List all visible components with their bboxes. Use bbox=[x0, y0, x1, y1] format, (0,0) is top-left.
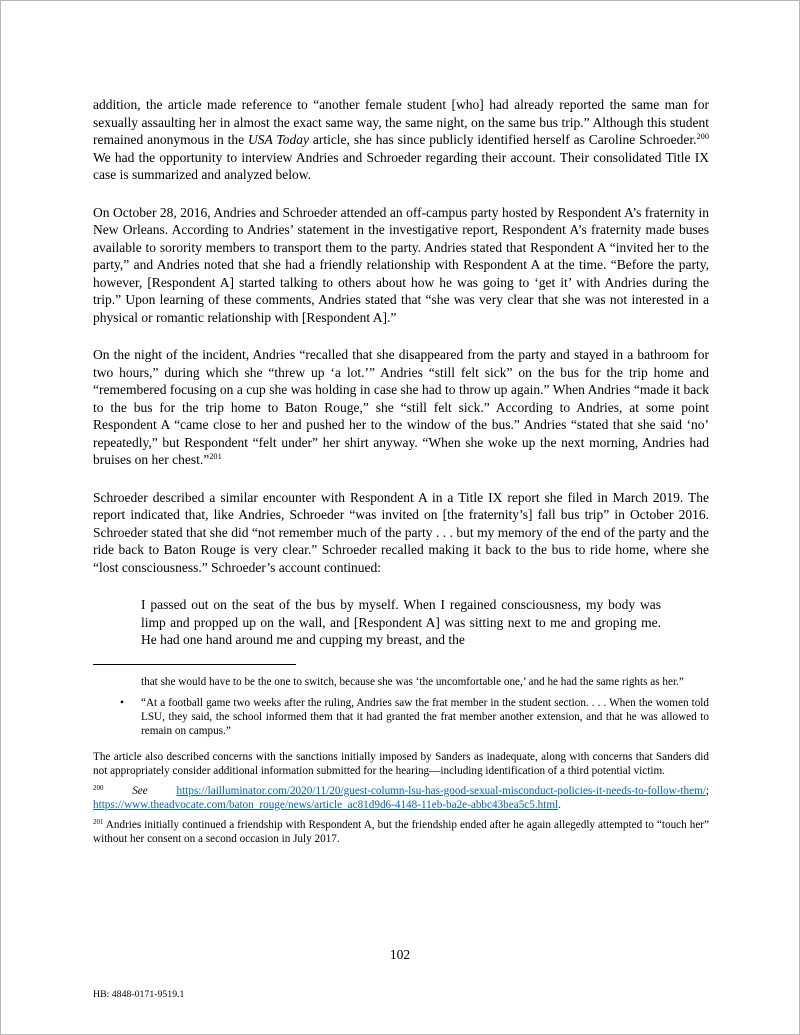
block-quote: I passed out on the seat of the bus by myself. When I regained consciousness, my body was limp and propped up on the wall, and [Respondent A] was sitting next to me and groping me. He had one hand around me and cupping my breast, and the bbox=[141, 597, 661, 647]
page-content bbox=[93, 96, 709, 852]
footnote-separator-line bbox=[93, 664, 296, 665]
footnote-link-theadvocate[interactable]: https://www.theadvocate.com/baton_rouge/news/article_ac81d9d6-4148-11eb-ba2e-abbc43bea5c5.html bbox=[93, 798, 559, 811]
footnote-200 bbox=[93, 784, 709, 812]
bullet-text: “At a football game two weeks after the ruling, Andries saw the frat member in the student section. . . . When the women told LSU, they said, the school informed them that it had granted the frat member another extension, and that he was allowed to remain on campus.” bbox=[141, 696, 709, 737]
footnote-reference-201: 201 bbox=[209, 452, 222, 462]
text-run: ; bbox=[705, 784, 709, 797]
text-run: On the night of the incident, Andries “recalled that she disappeared from the party and stayed in a bathroom for two hours,” during which she “threw up ‘a lot.’” Andries “still felt sick” on the bus for the trip home and “remembered focusing on a cup she was holding in case she had to throw up again.” When Andries “made it back to the bus for the trip home to Baton Rouge,” she “still felt sick.” According to Andries, at some point Respondent A “came close to her and pushed her to the window of the bus.” Andries “stated that she said ‘no’ repeatedly,” but Respondent “felt under” her shirt anyway. “When she woke up the next morning, Andries had bruises on her chest.” bbox=[93, 347, 709, 467]
footnote-continuation: that she would have to be the one to switch, because she was ‘the uncomfortable one,’ and he had the same rights as her.” bbox=[141, 675, 684, 688]
page-number: 102 bbox=[389, 947, 411, 962]
body-paragraph-2: On October 28, 2016, Andries and Schroeder attended an off-campus party hosted by Respondent A’s fraternity in New Orleans. According to Andries’ statement in the investigative report, Respondent A’s fraternity made buses available to sorority members to transport them to the party. Andries stated that Respondent A “invited her to the party,” and Andries noted that she had a friendly relationship with Respondent A at the time. “Before the party, however, [Respondent A] started talking to others about how he was going to ‘get it’ with Andries during the trip.” Upon learning of these comments, Andries stated that “she was very clear that she was not interested in a physical or romantic relationship with [Respondent A].” bbox=[93, 204, 709, 325]
text-run: article, she has since publicly identified herself as Caroline Schroeder. bbox=[308, 132, 697, 147]
footnote-bullet-item bbox=[93, 696, 709, 738]
footnote-article-note: The article also described concerns with the sanctions initially imposed by Sanders as inadequate, along with concerns that Sanders did not appropriately consider additional information submitted for the hearing—including identification of a third potential victim. bbox=[93, 750, 709, 777]
footnote-201 bbox=[93, 818, 709, 846]
footnote-201-number: 201 bbox=[93, 817, 104, 826]
body-paragraph-1 bbox=[93, 96, 709, 184]
italic-usa-today-title: USA Today bbox=[248, 132, 309, 147]
footnote-link-lailluminator[interactable]: https://lailluminator.com/2020/11/20/guest-column-lsu-has-good-sexual-misconduct-policies-it-needs-to-follow-them/ bbox=[176, 784, 706, 797]
text-run: addition, the article made reference to “another female student [who] had already reported the same man for sexually assaulting her in almost the exact same way, the same night, on the same bus trip.” Although this student remained anonymous in the bbox=[93, 97, 709, 147]
body-paragraph-4: Schroeder described a similar encounter with Respondent A in a Title IX report she filed in March 2019. The report indicated that, like Andries, Schroeder “was invited on [the fraternity’s] fall bus trip” in October 2016. Schroeder stated that she did “not remember much of the party . . . but my memory of the end of the party and the ride back to Baton Rouge is very clear.” Schroeder recalled making it back to the bus to ride home, where she “lost consciousness.” Schroeder’s account continued: bbox=[93, 489, 709, 575]
bullet-marker: • bbox=[120, 696, 124, 709]
text-run: . bbox=[558, 798, 561, 811]
footnote-area bbox=[93, 675, 709, 846]
footnote-200-number: 200 bbox=[93, 783, 104, 792]
see-signal: See bbox=[103, 784, 177, 797]
document-id-stamp: HB: 4848-0171-9519.1 bbox=[93, 989, 185, 1000]
text-run: We had the opportunity to interview Andries and Schroeder regarding their account. Their consolidated Title IX case is summarized and analyzed below. bbox=[93, 149, 709, 182]
text-run: Andries initially continued a friendship with Respondent A, but the friendship ended after he again allegedly attempted to “touch her” without her consent on a second occasion in July 2017. bbox=[93, 818, 709, 845]
footnote-reference-200: 200 bbox=[696, 132, 710, 142]
body-paragraph-3 bbox=[93, 346, 709, 469]
